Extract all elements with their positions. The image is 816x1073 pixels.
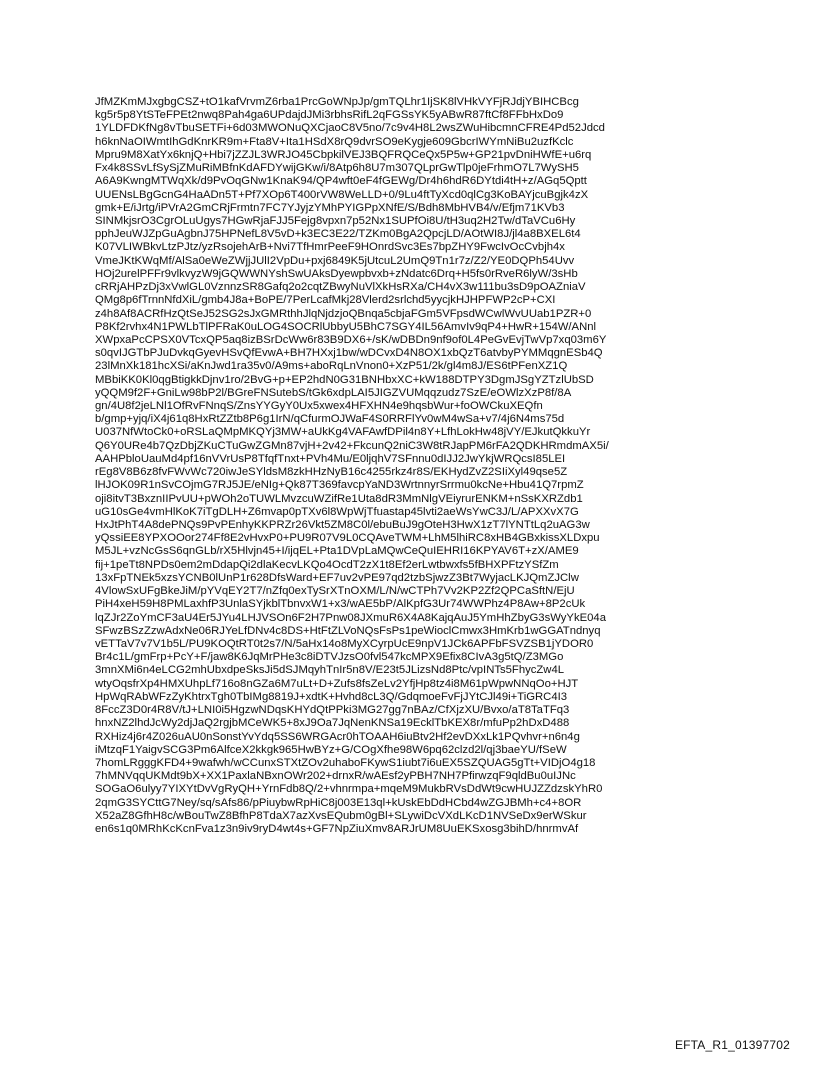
text-line: 13xFpTNEk5xzsYCNB0lUnP1r628DfsWard+EF7uv2vPE97qd2tzbSjwzZ3Bt7WyjacLKJQmZJClw [95, 571, 579, 584]
text-line: z4h8Af8ACRfHzQtSeJ52SG2sJxGMRthhJlqNjdzjoQBnqa5cbjaFGm5VFpsdWCwlWvUUab1PZR+0 [95, 307, 592, 320]
text-line: uG10sGe4vmHlKoK7iTgDLH+Z6mvap0pTXv6l8WpWjTfuastap45lvti2aeWsYwC3J/L/APXXvX7G [95, 505, 579, 518]
text-line: 23lMnXk181hcXSi/aKnJwd1ra35v0/A9ms+aboRqLnVnon0+XzP51/2k/gl4m8J/ES6tPFenXZ1Q [95, 360, 568, 373]
text-line: pphJeuWJZpGuAgbnJ75HPNefL8V5vD+k3EC3E22/TZKm0BgA2QpcjLD/AOtWI8J/jl4a8BXEL6t4 [95, 228, 581, 241]
text-line: PiH4xeH59H8PMLaxhfP3UnlaSYjkblTbnvxW1+x3/wAE5bP/AlKpfG3Ur74WWPhz4P8Aw+8P2cUk [95, 598, 586, 611]
text-line: yQssiEE8YPXOOor274Ff8E2vHvxP0+PU9R07V9L0CQAveTWM+LhM5lhiRC8xHB4GBxkissXLDxpu [95, 532, 600, 545]
encoded-text-block [95, 96, 735, 836]
text-line: Br4c1L/gmFrp+PcY+F/jaw8K6JqMrPHe3c8iDTVJzsO0fvl547kcMPX9Efix8CIvA3g5tQ/Z3MGo [95, 651, 564, 664]
text-line: QMg8p6fTrnnNfdXiL/gmb4J8a+BoPE/7PerLcafMkj28Vlerd2srlchd5yycjkHJHPFWP2cP+CXI [95, 294, 556, 307]
text-line: Q6Y0URe4b7QzDbjZKuCTuGwZGMn87vjH+2v42+FkcunQ2niC3W8tRJapPM6rFA2QDKHRmdmAX5i/ [95, 439, 609, 452]
text-line: lqZJr2ZoYmCF3aU4Er5JYu4LHJVSOn6F2H7Pnw08JXmuR6X4A8KajqAuJ5YmHhZbyG3sWyYkE04a [95, 611, 606, 624]
text-line: Mpru9M8XatYx6knjQ+Hbi7jZZJL3WRJO45CbpkilVEJ3BQFRQCeQx5P5w+GP21pvDniHWfE+u6rq [95, 148, 592, 161]
text-line: VmeJKtKWqMf/AlSa0eWeZWjjJUlI2VpDu+pxj6849K5jUtcuL2UmQ9Tn1r7z/Z2/YE0DQPh54Uvv [95, 254, 575, 267]
text-line: SINMkjsrO3CgrOLuUgys7HGwRjaFJJ5Fejg8vpxn7p52Nx1SUPfOi8U/tH3uq2H2Tw/dTaVCu6Hy [95, 214, 576, 227]
text-line: oji8itvT3BxznIIPvUU+pWOh2oTUWLMvzcuWZifRe1Uta8dR3MmNlgVEiyrurENKM+nSsKXRZdb1 [95, 492, 583, 505]
text-line: gmk+E/iJrtg/iPVrA2GmCRjFrmtn7FC7YJyjzYMhPYIGPpXNfE/S/Bdh8MbHVB4/v/Efjm71KVb3 [95, 201, 565, 214]
text-line: iMtzqF1YaigvSCG3Pm6AlfceX2kkgk965HwBYz+G/COgXfhe98W6pq62clzd2l/qj3baeYU/fSeW [95, 743, 567, 756]
text-line: b/gmp+yjq/iX4j61q8HxRtZZtb8P6g1IrN/qCfurmOJWaF4S0RRFlYv0wM4wSa+v7/4j6N4ms75d [95, 413, 565, 426]
text-line: 2qmG3SYCttG7Ney/sq/sAfs86/pPiuybwRpHiC8j003E13ql+kUskEbDdHCbd4wZGJBMh+c4+8OR [95, 796, 582, 809]
text-line: hnxNZ2lhdJcWy2djJaQ2rgjbMCeWK5+8xJ9Oa7JqNenKNSa19EcklTbKEX8r/mfuPp2hDxD488 [95, 717, 570, 730]
text-line: h6knNaOIWmtIhGdKnrKR9m+Fta8V+Ita1HSdX8rQ9dvrSO9eKygje609GbcrIWYmNiBu2uzfKclc [95, 135, 574, 148]
text-line: HxJtPhT4A8dePNQs9PvPEnhyKKPRZr26Vkt5ZM8C0l/ebuBuJ9gOteH3HwX1zT7lYNTtLq2uAG3w [95, 519, 590, 531]
text-line: rEg8V8B6z8fvFWvWc720iwJeSYldsM8zkHHzNyB16c4255rkz4r8S/EKHydZvZ2SIiXyl49qse5Z [95, 466, 568, 479]
text-line: XWpxaPcCPSX0VTcxQP5aq8izBSrDcWw6r83B9DX6+/sK/wDBDn9nf9of0L4PeGvEvjTwVp7xq03m6Y [95, 333, 607, 346]
text-line: en6s1q0MRhKcKcnFva1z3n9iv9ryD4wt4s+GF7NpZiuXmv8ARJrUM8UuEKSxosg3bihD/hnrmvAf [95, 823, 579, 836]
text-line: 1YLDFDKfNg8vTbuSETFi+6d03MWONuQXCjaoC8V5no/7c9v4H8L2wsZWuHibcmnCFRE4Pd52Jdcd [95, 122, 605, 135]
text-line: M5JL+vzNcGsS6qnGLb/rX5Hlvjn45+I/ijqEL+Pta1DVpLaMQwCeQuIEHRI16KPYAV6T+zX/AME9 [95, 545, 579, 558]
text-line: SFwzBSzZzwAdxNe06RJYeLfDNv4c8DS+HtFtZLVoNQsFsPs1peWioclCmwx3HmKrb1wGGATndnyq [95, 624, 601, 637]
text-line: AAHPbloUauMd4pf16nVVrUsP8TfqfTnxt+PVh4Mu/E0ljqhV7SFnnu0dIJJ2JwYkjWRQcsI85LEI [95, 452, 566, 465]
text-line: JfMZKmMJxgbgCSZ+tO1kafVrvmZ6rba1PrcGoWNpJp/gmTQLhr1IjSK8lVHkVYFjRJdjYBIHCBcg [95, 96, 579, 108]
text-line: 3mnXMi6n4eLCG2mhUbxdpeSksJi5dSJMqyhTnIr5n8V/E23t5JLizsNd8Ptc/vpINTs5FhycZw4L [95, 664, 565, 677]
text-line: 7homLRgggKFD4+9wafwh/wCCunxSTXtZOv2uhaboFKywS1iubt7i6uEX5SZQUAG5gTt+VIDjO4g18 [95, 756, 596, 769]
text-line: U037NfWtoCk0+oRSLaQMpMKQYj3MW+aUkKg4VAFAwfDPil4n8Y+LfhLokHw48jVY/EJkutQkkuYr [95, 426, 591, 439]
text-line: lHJOK09R1nSvCOjmG7RJ5JE/eNIg+Qk87T369favcpYaND3WrtnnyrSrrmu0kcNe+Hbu41Q7rpmZ [95, 479, 584, 492]
text-line: 7hMNVqqUKMdt9bX+XX1PaxlaNBxnOWr202+drnxR/wAEsf2yPBH7NH7PfirwzqF9qldBu0uIJNc [95, 770, 576, 783]
text-line: SOGaO6ulyy7YIXYtDvVgRyQH+YrnFdb8Q/2+vhnrmpa+mqeM9MukbRVsDdWt9cwHUJZZdzskYhR0 [95, 783, 603, 796]
document-id-label: EFTA_R1_01397702 [674, 1038, 790, 1052]
text-line: K07VLIWBkvLtzPJtz/yzRsojehArB+Nvi7TfHmrPeeF9HOnrdSvc3Es7bpZHY9FwcIvOcCvbjh4x [95, 241, 565, 254]
text-line: HpWqRAbWFzZyKhtrxTgh0TbIMg8819J+xdtK+Hvhd8cL3Q/GdqmoeFvFjJYtCJl49i+TiGRC4I3 [95, 690, 568, 703]
text-line: X52aZ8GfhH8c/wBouTwZ8BfhP8TdaX7azXvsEQubm0gBl+SLywiDcVXdLKcD1NVSeDx9erWSkur [95, 809, 587, 822]
text-line: fij+1peTt8NPDs0em2mDdapQi2dlaKecvLKQo4OcdT2zX1t8Ef2erLwtbwxfs5fBHXPFtzYSfZm [95, 558, 559, 571]
text-line: RXHiz4j6r4Z026uAU0nSonstYvYdq5SS6WRGAcr0hTOAAH6iuBtv2Hf2evDXxLk1PQvhvr+n6n4g [95, 730, 580, 743]
text-line: 8FccZ3D0r4R8V/tJ+LNI0i5HgzwNDqsKHYdQtPPki3MG27gg7nBAz/CfXjzXU/Bvxo/aT8TaTFq3 [95, 704, 570, 717]
text-line: P8Kf2rvhx4N1PWLbTlPFRaK0uLOG4SOCRlUbbyU5BhC7SGY4IL56AmvIv9qP4+HwR+154W/ANnl [95, 320, 597, 333]
text-line: wtyOqsfrXp4HMXUhpLf716o8nGZa6M7uLt+D+Zufs8fsZeLv2YfjHp8tz4i8M61pWpwNNqOo+HJT [95, 677, 579, 690]
text-line: UUENsLBgGcnG4HaADn5T+Pf7XOp6T400rVW8WeLLD+0/9Lu4ftTyXcd0qlCg3KoBAYjcuBgjk4zX [95, 188, 589, 201]
text-line: 4VlowSxUFgBkeJiM/pYVqEY2T7/nZfq0exTySrXTnOXM/L/N/wCTPh7Vv2KP2Zf2QPCaSftN/EjU [95, 585, 575, 598]
text-line: yQQM9f2F+GniLw98bP2l/BGreFNSutebS/tGk6xdpLAI5JIGZVUMqqzudz7SzE/eOWlzXzP8f/8A [95, 386, 572, 399]
text-line: kg5r5p8YtSTeFPEt2nwq8Pah4ga6UPdajdJMi3rbhsRifL2qFGSsYK5yABwR87ftCf8FFbHxDo9 [95, 109, 564, 122]
text-line: HOj2urelPFFr9vlkvyzW9jGQWWNYshSwUAksDyewpbvxb+zNdatc6Drq+H5fs0rRveR6lyW/3sHb [95, 267, 578, 280]
text-line: MBbiKK0Kl0qgBtigkkDjnv1ro/2BvG+p+EP2hdN0G31BNHbxXC+kW188DTPY3DgmJSgYZTzlUbSD [95, 373, 594, 386]
text-line: cRRjAHPzDj3xVwlGL0VznnzSR8Gafq2o2cqtZBwyNuVlXkHsRXa/CH4vX3w111bu3sD9pOAZniaV [95, 281, 586, 294]
text-line: s0qvIJGTbPJuDvkqGyevHSvQfEvwA+BH7HXxj1bw/wDCvxD4N8OX1xbQzT6atvbyPYMMqgnESb4Q [95, 347, 603, 360]
text-line: gn/4U8f2jeLNl1OfRvFNnqS/ZnsYYGyY0Ux5xwex4HFXHN4e9hqsbWur+foOWCkuXEQfn [95, 400, 543, 413]
text-line: A6A9KwngMTWqXk/d9PvOqGNw1KnaK94/QP4wft0eF4fGEWg/Dr4h6hdR6DYtdi4tH+z/AGq5Qptt [95, 175, 587, 188]
text-line: Fx4k8SSvLfSySjZMuRiMBfnKdAFDYwijGKw/i/8Atp6h8U7m307QLprGwTlp0jeFrhmO7L7WySH5 [95, 162, 579, 175]
text-line: vETTaV7v7V1b5L/PU9KOQtRT0t2s7/N/5aHx14o8MyXCyrpUcE9npV1JCk6APFbFSVZSB1jYDOR0 [95, 637, 594, 650]
